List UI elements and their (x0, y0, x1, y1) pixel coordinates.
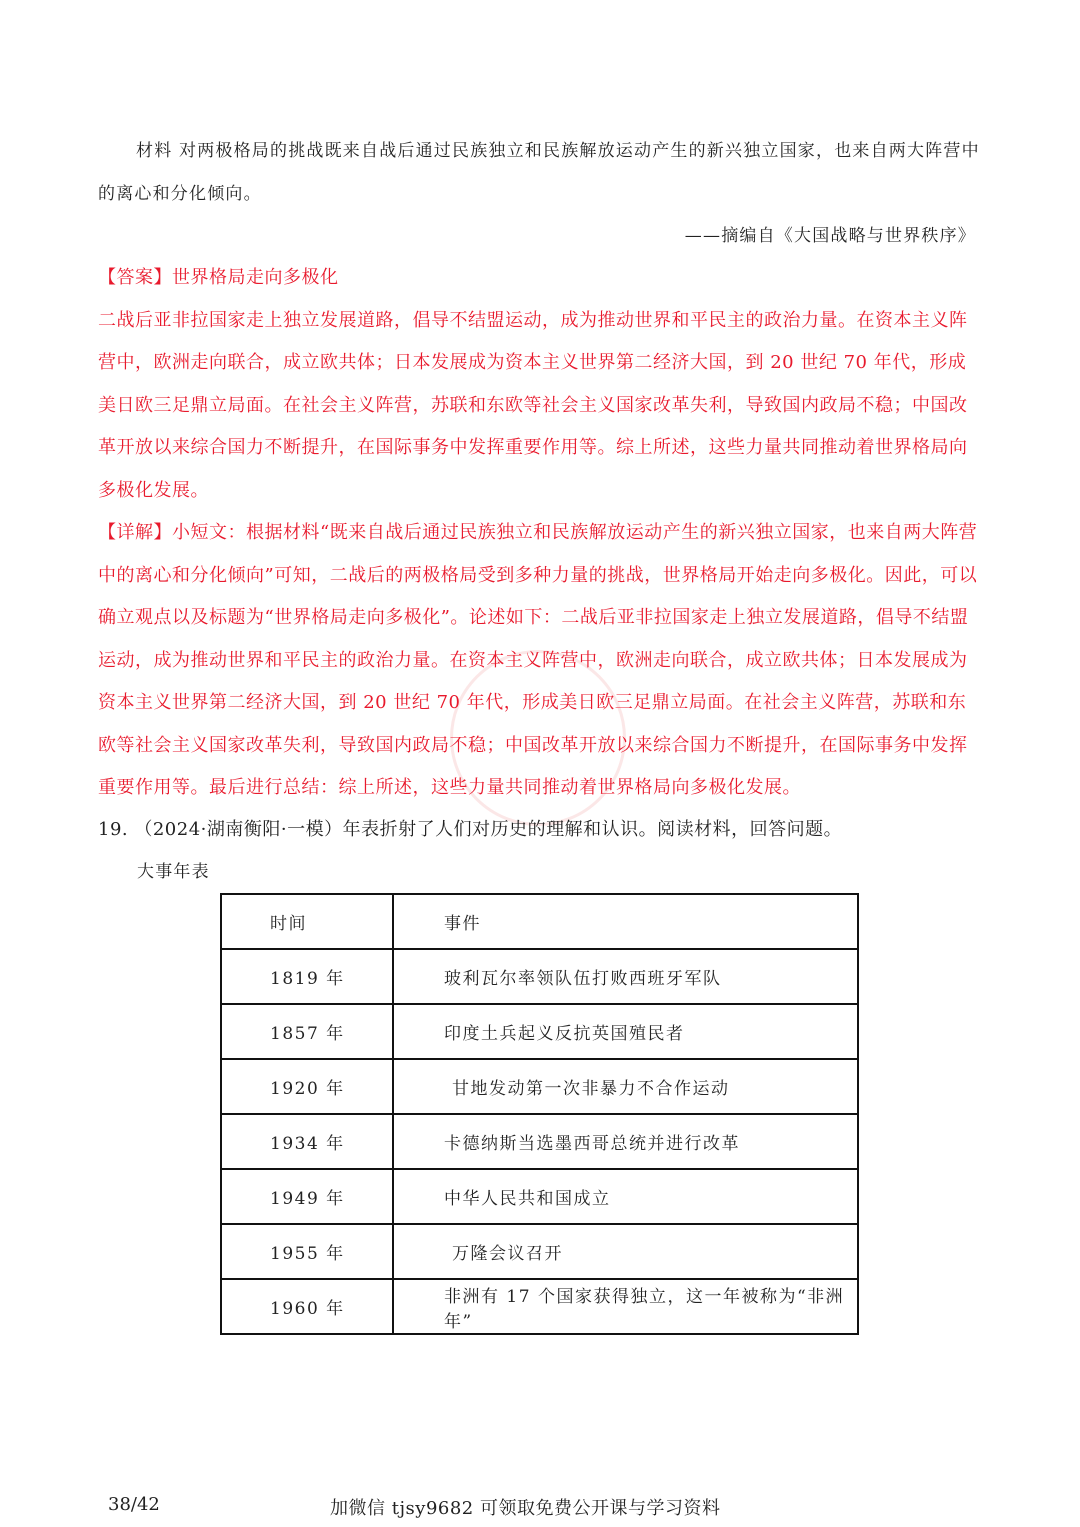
table-row (221, 1059, 858, 1114)
row-year: 1955 年 (221, 1224, 393, 1279)
answer-text: 【答案】世界格局走向多极化 二战后亚非拉国家走上独立发展道路，倡导不结盟运动，成为推动世界和平民主的政治力量。在资本主义阵营中，欧洲走向联合，成立欧共体；日本发展成为资本主义世界第二经济大国，到 20 世纪 70 年代，形成美日欧三足鼎立局面。在社会主义阵营，苏联和东欧等社会主义国家改革失利，导致国内政局不稳；中国改革开放以来综合国力不断提升，在国际事务中发挥重要作用等。综上所述，这些力量共同推动着世界格局向多极化发展。 (98, 267, 968, 501)
table-title: 大事年表 (137, 862, 210, 882)
row-event: 非洲有 17 个国家获得独立，这一年被称为“非洲年” (393, 1279, 858, 1334)
events-table (220, 893, 859, 1335)
row-year: 1857 年 (221, 1004, 393, 1059)
page-footer (0, 1490, 1080, 1524)
explanation-block: 【详解】小短文：根据材料“既来自战后通过民族独立和民族解放运动产生的新兴独立国家，也来自两大阵营中的离心和分化倾向”可知，二战后的两极格局受到多种力量的挑战，世界格局开始走向多极化。因此，可以确立观点以及标题为“世界格局走向多极化”。论述如下：二战后亚非拉国家走上独立发展道路，倡导不结盟运动，成为推动世界和平民主的政治力量。在资本主义阵营中，欧洲走向联合，成立欧共体；日本发展成为资本主义世界第二经济大国，到 20 世纪 70 年代，形成美日欧三足鼎立局面。在社会主义阵营，苏联和东欧等社会主义国家改革失利，导致国内政局不稳；中国改革开放以来综合国力不断提升，在国际事务中发挥重要作用等。最后进行总结：综上所述，这些力量共同推动着世界格局向多极化发展。 (98, 522, 978, 798)
row-event: 甘地发动第一次非暴力不合作运动 (393, 1059, 858, 1114)
row-event: 印度土兵起义反抗英国殖民者 (393, 1004, 858, 1059)
table-row (221, 949, 858, 1004)
row-event: 卡德纳斯当选墨西哥总统并进行改革 (393, 1114, 858, 1169)
table-row (221, 1114, 858, 1169)
row-event: 玻利瓦尔率领队伍打败西班牙军队 (393, 949, 858, 1004)
table-row (221, 1169, 858, 1224)
row-event: 中华人民共和国成立 (393, 1169, 858, 1224)
table-row (221, 1224, 858, 1279)
answer-block (98, 257, 982, 512)
table-row (221, 1279, 858, 1334)
table-header-row (221, 894, 858, 949)
material-paragraph: 材料 对两极格局的挑战既来自战后通过民族独立和民族解放运动产生的新兴独立国家，也来自两大阵营中的离心和分化倾向。 (98, 141, 980, 204)
row-year: 1949 年 (221, 1169, 393, 1224)
header-event: 事件 (393, 894, 858, 949)
row-year: 1920 年 (221, 1059, 393, 1114)
question-19: 19. （2024·湖南衡阳·一模）年表折射了人们对历史的理解和认识。阅读材料，回答问题。 (98, 819, 843, 840)
page-number: 38/42 (108, 1494, 160, 1515)
footer-ad-text: 加微信 tjsy9682 可领取免费公开课与学习资料 (330, 1498, 721, 1519)
row-year: 1819 年 (221, 949, 393, 1004)
table-row (221, 1004, 858, 1059)
header-time: 时间 (221, 894, 393, 949)
row-year: 1934 年 (221, 1114, 393, 1169)
row-year: 1960 年 (221, 1279, 393, 1334)
material-source: ——摘编自《大国战略与世界秩序》 (684, 226, 976, 246)
row-event: 万隆会议召开 (393, 1224, 858, 1279)
